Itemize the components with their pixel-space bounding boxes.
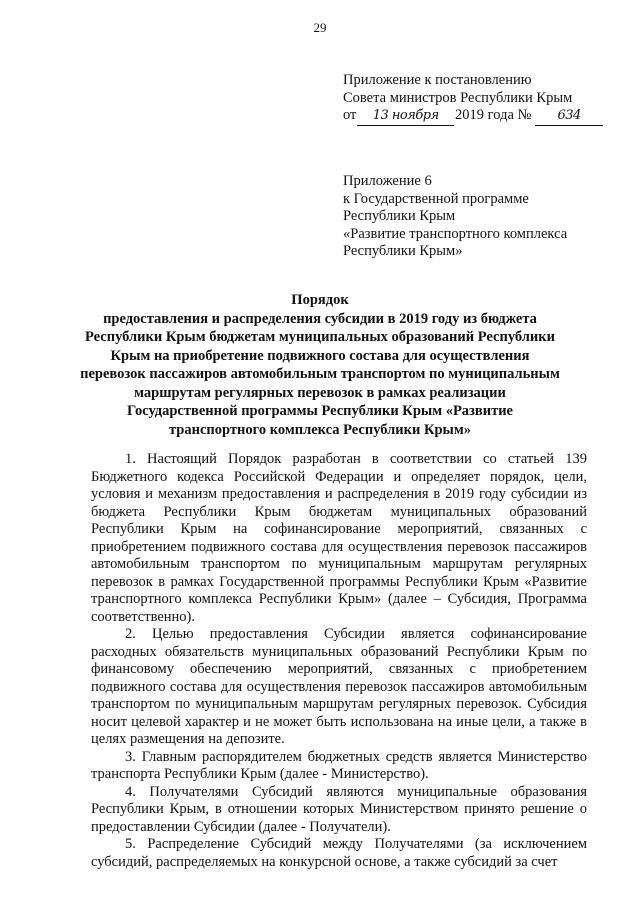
annex-program-line-4: «Развитие транспортного комплекса	[343, 225, 568, 242]
title-line-3: Республики Крым бюджетам муниципальных образований Республики	[85, 329, 555, 345]
paragraph-5: 5. Распределение Субсидий между Получателями (за исключением субсидий, распределяемых на конкурсной основе, а также субсидий за счет	[91, 836, 587, 870]
title-line-6: маршрутам регулярных перевозок в рамках реализации	[134, 384, 506, 401]
decree-prefix: от	[343, 107, 357, 123]
document-title	[70, 291, 570, 439]
paragraph-2: 2. Целью предоставления Субсидии является софинансирование расходных обязательств муниципальных образований Республики Крым по финансовому обеспечению мероприятий, связанных с приобретением подвижного состава для осуществления перевозок пассажиров автомобильным транспортом по муниципальным маршрутам регулярных перевозок. Субсидия носит целевой характер и не может быть использована на иные цели, а также в целях размещения на депозите.	[91, 626, 587, 747]
annex-decree-reference	[343, 72, 603, 126]
annex-program-reference	[343, 173, 603, 261]
title-line-5: перевозок пассажиров автомобильным транспортом по муниципальным	[80, 366, 560, 382]
annex-decree-line-1: Приложение к постановлению	[343, 72, 532, 88]
annex-program-line-3: Республики Крым	[343, 208, 456, 224]
title-line-2: предоставления и распределения субсидии в 2019 году из бюджета	[103, 310, 537, 327]
title-line-1: Порядок	[291, 292, 349, 308]
handwritten-number: 634	[535, 107, 603, 126]
handwritten-date: 13 ноября	[357, 107, 454, 126]
paragraph-4: 4. Получателями Субсидий являются муниципальные образования Республики Крым, в отношении которых Министерством принято решение о предоставлении Субсидии (далее - Получатели).	[91, 783, 587, 835]
decree-year-text: 2019 года №	[455, 107, 532, 123]
annex-program-line-5: Республики Крым»	[343, 243, 463, 259]
title-line-8: транспортного комплекса Республики Крым»	[169, 421, 471, 438]
paragraph-1: 1. Настоящий Порядок разработан в соответствии со статьей 139 Бюджетного кодекса Российской Федерации и определяет порядок, цели, условия и механизм предоставления и распределения в 2019 году субсидии из бюджета Республики Крым бюджетам муниципальных образований Республики Крым на софинансирование мероприятий, связанных с приобретением подвижного состава для осуществления перевозок пассажиров автомобильным транспортом по муниципальным маршрутам регулярных перевозок в рамках Государственной программы Республики Крым «Развитие транспортного комплекса Республики Крым» (далее – Субсидия, Программа соответственно).	[91, 451, 587, 625]
annex-program-line-1: Приложение 6	[343, 173, 432, 189]
paragraph-3: 3. Главным распорядителем бюджетных средств является Министерство транспорта Республики Крым (далее - Министерство).	[91, 748, 587, 782]
page-number: 29	[313, 20, 327, 35]
document-body	[91, 451, 587, 871]
decree-date-line	[343, 107, 603, 126]
title-line-4: Крым на приобретение подвижного состава для осуществления	[110, 347, 530, 364]
title-line-7: Государственной программы Республики Крым «Развитие	[127, 403, 513, 419]
annex-program-line-2: к Государственной программе	[343, 190, 529, 207]
annex-decree-line-2: Совета министров Республики Крым	[343, 89, 573, 106]
